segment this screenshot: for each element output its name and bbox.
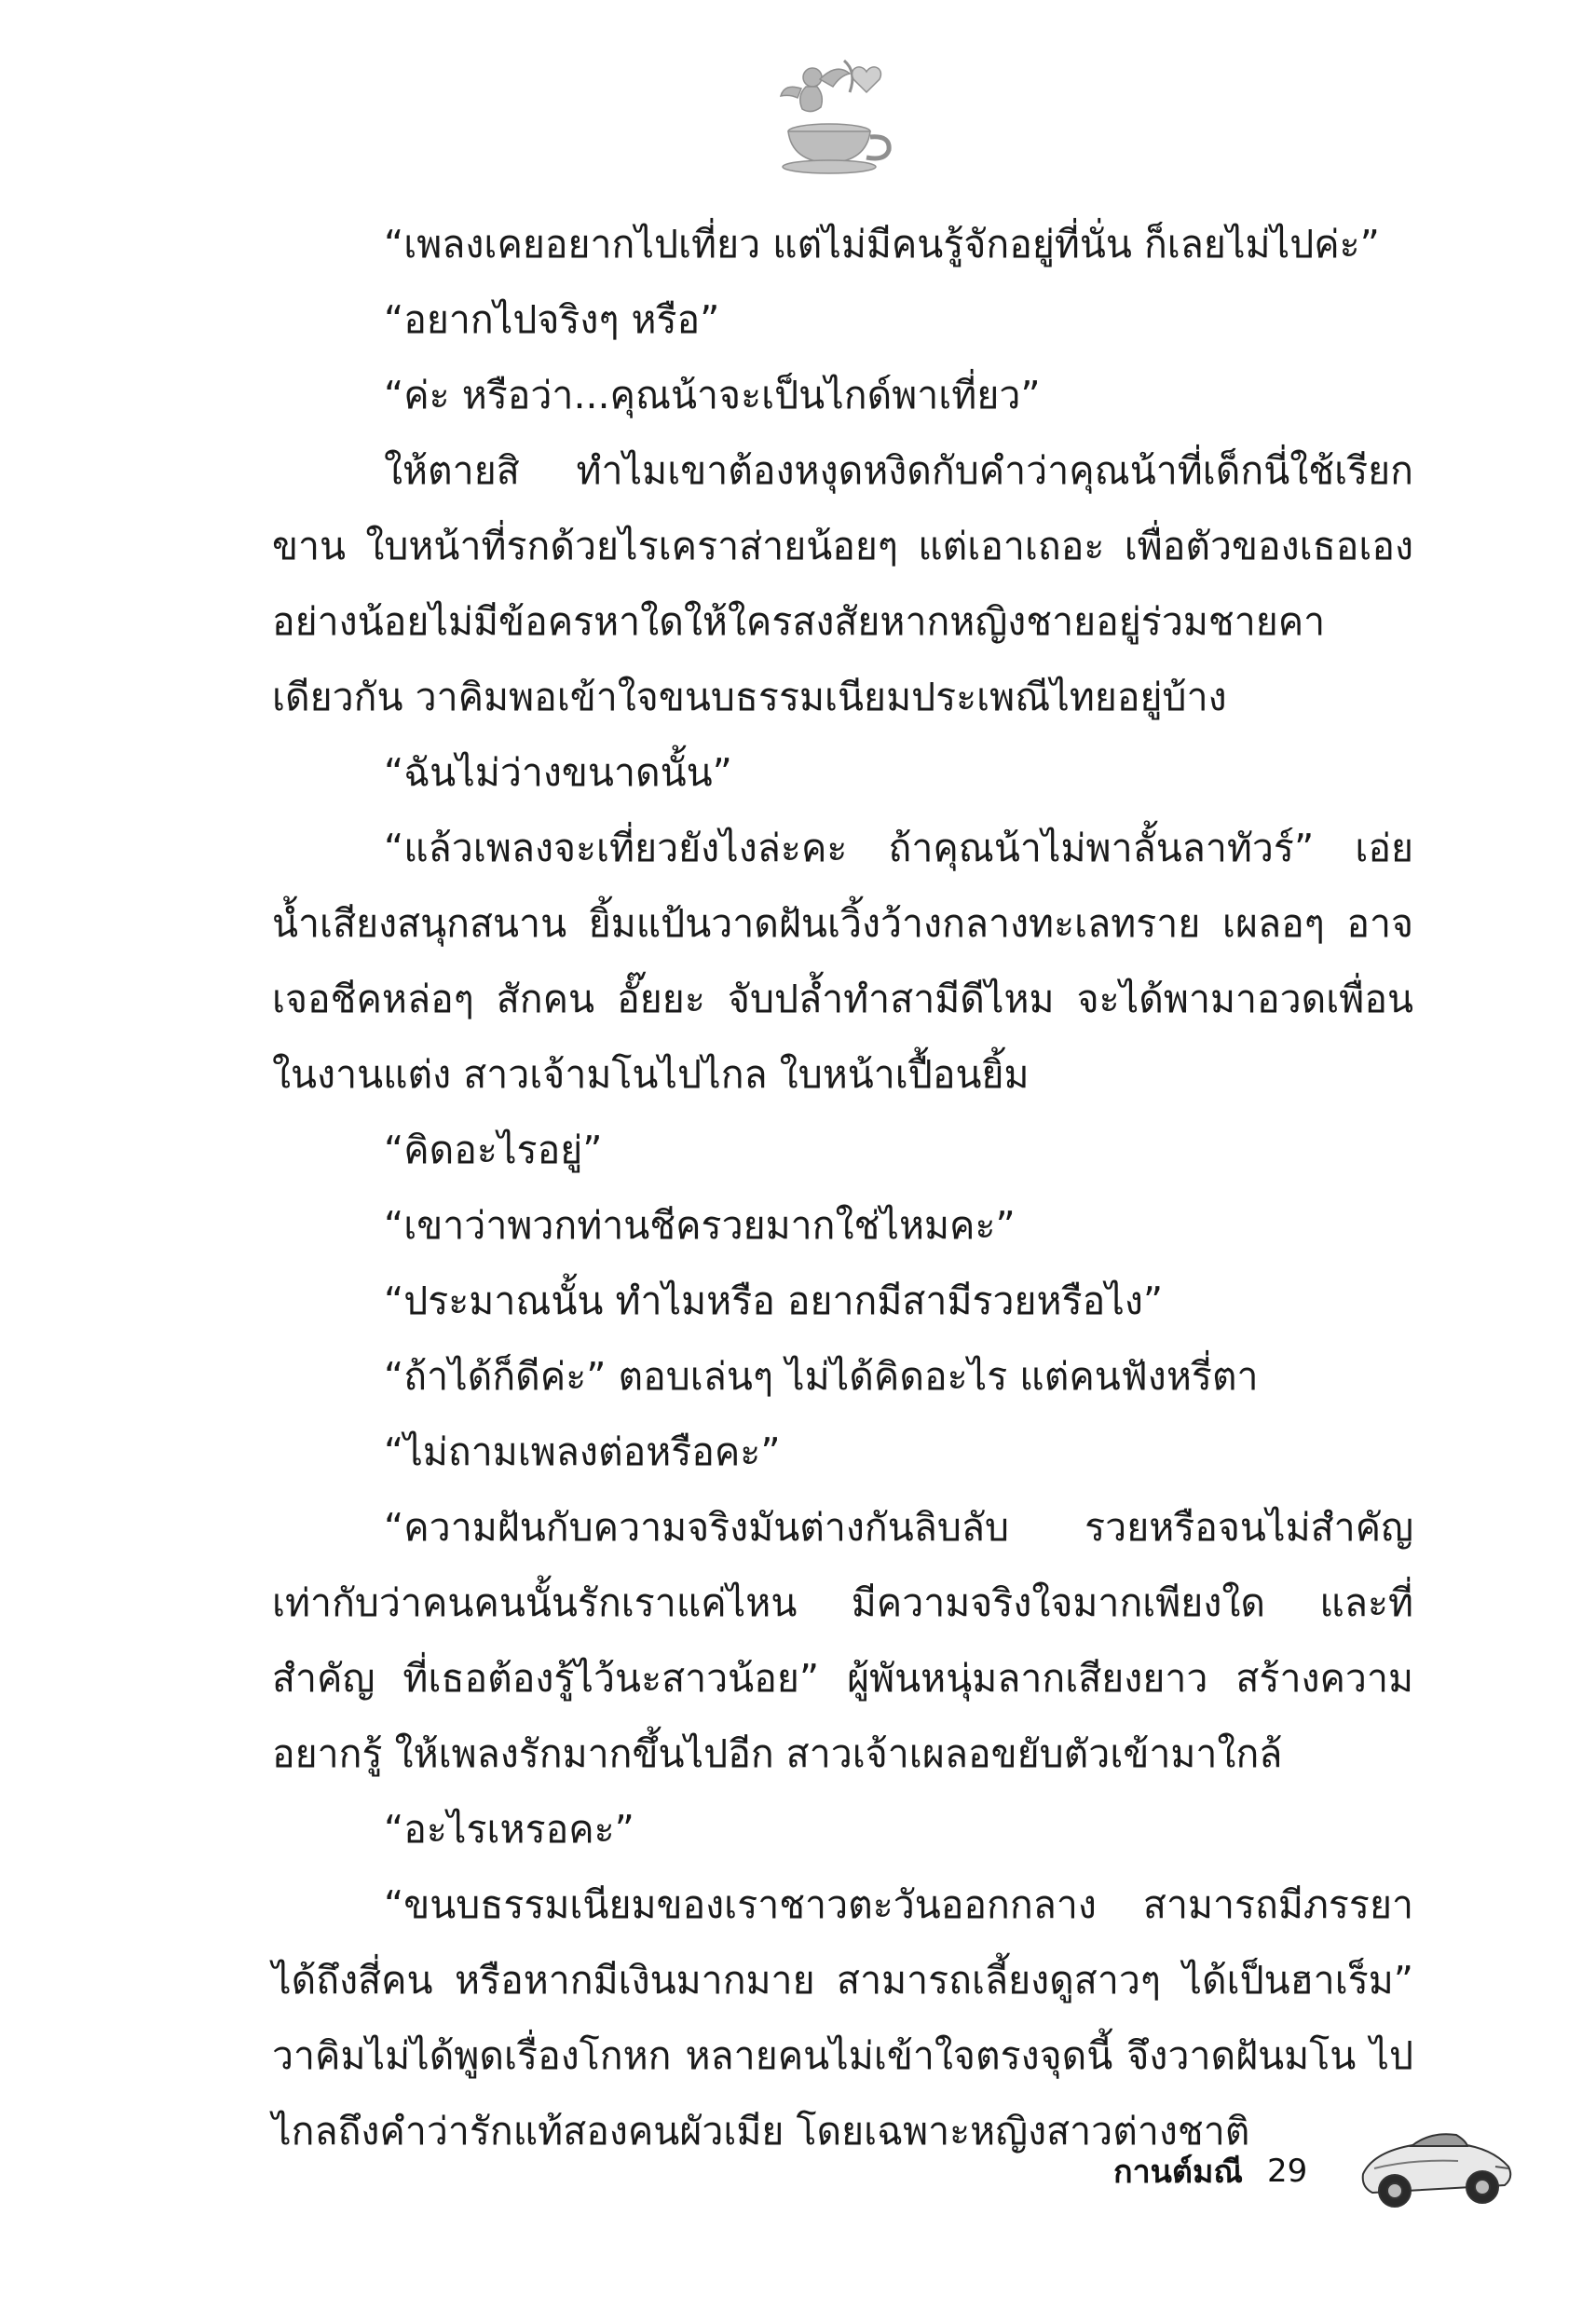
sports-car-icon <box>1356 2101 1519 2222</box>
paragraph: “คิดอะไรอยู่” <box>384 1128 603 1172</box>
cupid-teacup-icon <box>755 51 904 182</box>
paragraph: “ขนบธรรมเนียมของเราชาวตะวันออกกลาง สามารถมีภรรยา ได้ถึงสี่คน หรือหากมีเงินมากมาย สามารถเลี้ยงดูสาวๆ ได้เป็นฮาเร็ม” วาคิมไม่ได้พูดเรื่องโกหก หลายคนไม่เข้าใจตรงจุดนี้ จึงวาดฝันมโน ไปไกลถึงคำว่ารักแท้สองคนผัวเมีย โดยเฉพาะหญิงสาวต่างชาติ <box>272 1882 1413 2154</box>
paragraph: “ความฝันกับความจริงมันต่างกันลิบลับ รวยหรือจนไม่สำคัญ เท่ากับว่าคนคนนั้นรักเราแค่ไหน มีความจริงใจมากเพียงใด และที่สำคัญ ที่เธอต้องรู้ไว้นะสาวน้อย” ผู้พันหนุ่มลากเสียงยาว สร้างความอยากรู้ ให้เพลงรักมากขึ้นไปอีก สาวเจ้าเผลอขยับตัวเข้ามาใกล้ <box>272 1505 1413 1776</box>
paragraph: “ค่ะ หรือว่า...คุณน้าจะเป็นไกด์พาเที่ยว” <box>384 373 1041 417</box>
paragraph: “เพลงเคยอยากไปเที่ยว แต่ไม่มีคนรู้จักอยู่ที่นั่น ก็เลยไม่ไปค่ะ” <box>384 222 1380 267</box>
paragraph: “อะไรเหรอคะ” <box>384 1807 634 1852</box>
paragraph: “ไม่ถามเพลงต่อหรือคะ” <box>384 1429 781 1474</box>
paragraph: ให้ตายสิ ทำไมเขาต้องหงุดหงิดกับคำว่าคุณน้าที่เด็กนี่ใช้เรียกขาน ใบหน้าที่รกด้วยไรเคราส่ายน้อยๆ แต่เอาเถอะ เพื่อตัวของเธอเอง อย่างน้อยไม่มีข้อครหาใดให้ใครสงสัยหากหญิงชายอยู่ร่วมชายคา เดียวกัน วาคิมพอเข้าใจขนบธรรมเนียมประเพณีไทยอยู่บ้าง <box>272 448 1413 719</box>
paragraph: “เขาว่าพวกท่านชีครวยมากใช่ไหมคะ” <box>384 1203 1016 1248</box>
story-text <box>272 207 1413 2169</box>
paragraph: “ถ้าได้ก็ดีค่ะ” ตอบเล่นๆ ไม่ได้คิดอะไร แต่คนฟังหรี่ตา <box>384 1354 1259 1399</box>
paragraph: “แล้วเพลงจะเที่ยวยังไงล่ะคะ ถ้าคุณน้าไม่พาลั้นลาทัวร์” เอ่ย น้ำเสียงสนุกสนาน ยิ้มแป้นวาดฝันเวิ้งว้างกลางทะเลทราย เผลอๆ อาจ เจอชีคหล่อๆ สักคน อั๊ยยะ จับปล้ำทำสามีดีไหม จะได้พามาอวดเพื่อน ในงานแต่ง สาวเจ้ามโนไปไกล ใบหน้าเปื้อนยิ้ม <box>272 826 1413 1097</box>
page-footer <box>1113 2143 1307 2199</box>
paragraph: “อยากไปจริงๆ หรือ” <box>384 297 720 342</box>
paragraph: “ฉันไม่ว่างขนาดนั้น” <box>384 750 732 795</box>
book-title: กานต์มณี <box>1113 2154 1243 2191</box>
paragraph: “ประมาณนั้น ทำไมหรือ อยากมีสามีรวยหรือไง” <box>384 1279 1164 1323</box>
page-number: 29 <box>1266 2153 1308 2190</box>
